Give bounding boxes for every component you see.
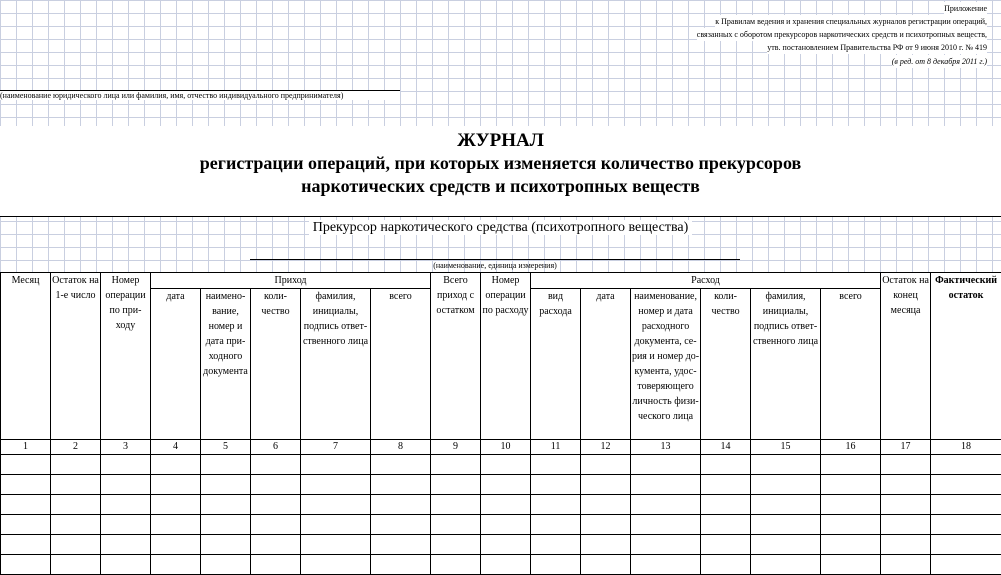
- col-out-total: всего: [821, 289, 881, 440]
- col-number: 11: [531, 440, 581, 455]
- appendix-line-2: связанных с оборотом прекурсоров наркотических средств и психотропных веществ,: [697, 28, 987, 41]
- col-number: 9: [431, 440, 481, 455]
- col-number: 10: [481, 440, 531, 455]
- col-out-qty: коли-чество: [701, 289, 751, 440]
- journal-title-block: [0, 126, 1001, 216]
- journal-title: ЖУРНАЛ: [0, 129, 1001, 152]
- col-balance-start: Остаток на 1-е число: [51, 273, 101, 440]
- table-row: [1, 515, 1001, 535]
- journal-table: [0, 272, 1001, 575]
- col-number: 1: [1, 440, 51, 455]
- col-number: 13: [631, 440, 701, 455]
- col-number: 12: [581, 440, 631, 455]
- precursor-subtitle-text: Прекурсор наркотического средства (психотропного вещества): [309, 220, 693, 235]
- col-number: 2: [51, 440, 101, 455]
- appendix-label: Приложение: [944, 2, 987, 15]
- col-out-person: фамилия, инициалы, подпись ответ-ственного лица: [751, 289, 821, 440]
- appendix-edition: (в ред. от 8 декабря 2011 г.): [892, 55, 987, 68]
- group-income: Приход: [151, 273, 431, 289]
- precursor-subtitle: [0, 220, 1001, 236]
- col-number: 4: [151, 440, 201, 455]
- unit-caption: (наименование, единица измерения): [250, 261, 740, 270]
- col-number: 16: [821, 440, 881, 455]
- col-op-number-out: Номер операции по расходу: [481, 273, 531, 440]
- table-row: [1, 535, 1001, 555]
- col-in-total: всего: [371, 289, 431, 440]
- col-out-type: вид расхода: [531, 289, 581, 440]
- header-row-1: [1, 273, 1001, 289]
- col-balance-end: Остаток на конец месяца: [881, 273, 931, 440]
- col-number: 14: [701, 440, 751, 455]
- col-number: 8: [371, 440, 431, 455]
- table-row: [1, 475, 1001, 495]
- col-in-qty: коли-чество: [251, 289, 301, 440]
- col-actual-balance: Фактический остаток: [931, 273, 1001, 440]
- column-number-row: [1, 440, 1001, 455]
- title-divider: [0, 216, 1001, 217]
- col-month: Месяц: [1, 273, 51, 440]
- table-row: [1, 555, 1001, 575]
- col-number: 17: [881, 440, 931, 455]
- col-in-date: дата: [151, 289, 201, 440]
- col-total-with-balance: Всего приход с остатком: [431, 273, 481, 440]
- col-number: 3: [101, 440, 151, 455]
- col-number: 15: [751, 440, 821, 455]
- journal-title-line-2: регистрации операций, при которых изменяется количество прекурсоров: [0, 152, 1001, 175]
- col-in-doc: наимено-вание, номер и дата при-ходного документа: [201, 289, 251, 440]
- col-number: 5: [201, 440, 251, 455]
- journal-title-line-3: наркотических средств и психотропных веществ: [0, 175, 1001, 198]
- col-out-date: дата: [581, 289, 631, 440]
- col-op-number-in: Номер операции по при-ходу: [101, 273, 151, 440]
- col-in-person: фамилия, инициалы, подпись ответ-ственного лица: [301, 289, 371, 440]
- group-expense: Расход: [531, 273, 881, 289]
- appendix-line-3: утв. постановлением Правительства РФ от 9 июня 2010 г. № 419: [767, 41, 987, 54]
- col-number: 7: [301, 440, 371, 455]
- col-number: 18: [931, 440, 1001, 455]
- table-row: [1, 495, 1001, 515]
- col-number: 6: [251, 440, 301, 455]
- unit-line: [250, 259, 740, 260]
- organization-caption: (наименование юридического лица или фамилия, имя, отчество индивидуального предпринимателя): [0, 90, 400, 100]
- table-row: [1, 455, 1001, 475]
- appendix-line-1: к Правилам ведения и хранения специальных журналов регистрации операций,: [715, 15, 987, 28]
- col-out-doc: наименование, номер и дата расходного документа, се-рия и номер до-кумента, удос-товеряющего личность физи-ческого лица: [631, 289, 701, 440]
